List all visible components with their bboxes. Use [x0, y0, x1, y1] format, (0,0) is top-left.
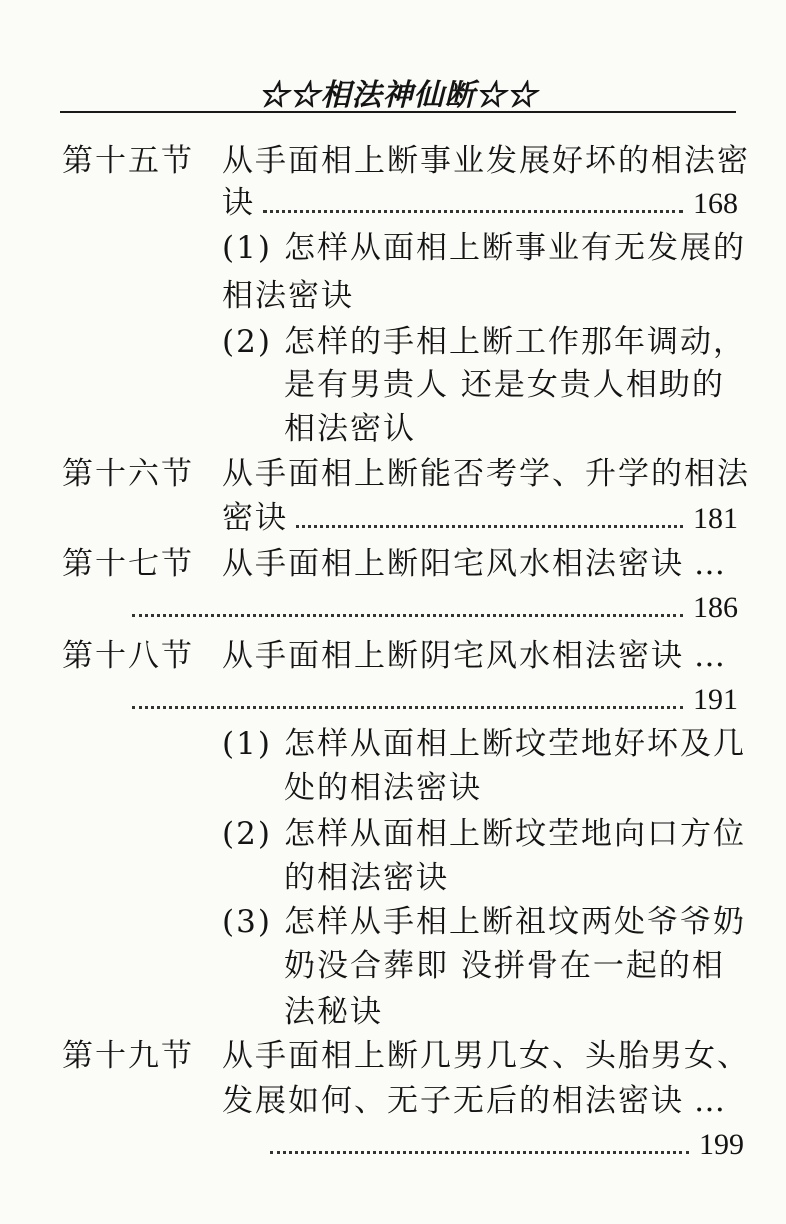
- section-19-label: 第十九节: [62, 1038, 194, 1074]
- section-19-title-text: 发展如何、无子无后的相法密诀: [222, 1083, 684, 1119]
- section-15-item-2-line-1: [222, 318, 746, 366]
- section-18-page-number: 191: [693, 683, 738, 716]
- section-17-title-text: 从手面相上断阳宅风水相法密诀: [222, 546, 684, 582]
- header-rule: [60, 111, 736, 113]
- item-text: 怎样从手相上断祖坟两处爷爷奶: [284, 904, 746, 940]
- section-17-title: [222, 540, 727, 588]
- section-19-title-line-1: 从手面相上断几男几女、头胎男女、: [222, 1038, 750, 1074]
- section-16-page-number: 181: [693, 502, 738, 535]
- dot-leader: [296, 524, 683, 528]
- section-19-page-number: 199: [699, 1128, 744, 1161]
- item-text: 怎样从面相上断坟茔地好坏及几: [284, 726, 746, 762]
- running-header: [60, 62, 736, 118]
- section-15-title-line-1: 从手面相上断事业发展好坏的相法密: [222, 143, 750, 179]
- dot-leader: [132, 613, 683, 617]
- section-19-ellipsis: …: [694, 1083, 727, 1119]
- section-18-item-2-line-1: [222, 810, 746, 858]
- section-18-label: 第十八节: [62, 638, 194, 674]
- item-text: 怎样从面相上断事业有无发展的: [284, 230, 746, 266]
- section-17-page-number: 186: [693, 591, 738, 624]
- section-15-page-row: [222, 179, 738, 227]
- section-19-title-line-2: [222, 1077, 727, 1125]
- section-17-page-row: [132, 584, 738, 632]
- dot-leader: [132, 705, 683, 709]
- section-16-label: 第十六节: [62, 456, 194, 492]
- section-16-title-line-1: 从手面相上断能否考学、升学的相法: [222, 456, 750, 492]
- item-number: (2): [222, 324, 272, 360]
- section-15-label: 第十五节: [62, 143, 194, 179]
- section-19-page-row: [270, 1121, 744, 1169]
- section-18-item-1-line-1: [222, 720, 746, 768]
- section-16-page-row: [222, 494, 738, 542]
- section-15-item-2-line-3: 相法密认: [284, 411, 416, 447]
- item-number: (1): [222, 726, 272, 762]
- section-18-item-3-line-1: [222, 898, 746, 946]
- section-18-item-2-line-2: 的相法密诀: [284, 860, 449, 896]
- section-18-item-3-line-3: 法秘诀: [284, 994, 383, 1030]
- item-number: (1): [222, 230, 272, 266]
- section-15-item-2-line-2: 是有男贵人 还是女贵人相助的: [284, 367, 725, 403]
- section-15-page-number: 168: [693, 187, 738, 220]
- section-18-item-1-line-2: 处的相法密诀: [284, 770, 482, 806]
- section-15-title-line-2: 诀: [222, 185, 255, 221]
- section-18-title-text: 从手面相上断阴宅风水相法密诀: [222, 638, 684, 674]
- section-18-title: [222, 632, 727, 680]
- section-17-ellipsis: …: [694, 546, 727, 582]
- item-text: 怎样从面相上断坟茔地向口方位: [284, 816, 746, 852]
- header-title: ☆☆相法神仙断☆☆: [258, 78, 538, 113]
- dot-leader: [263, 209, 683, 213]
- item-number: (2): [222, 816, 272, 852]
- section-18-page-row: [132, 676, 738, 724]
- item-text: 怎样的手相上断工作那年调动，: [284, 324, 746, 360]
- item-number: (3): [222, 904, 272, 940]
- section-15-item-1-line-1: [222, 224, 746, 272]
- section-15-item-1-line-2: 相法密诀: [222, 278, 354, 314]
- dot-leader: [270, 1150, 689, 1154]
- section-18-ellipsis: …: [694, 638, 727, 674]
- section-18-item-3-line-2: 奶没合葬即 没拼骨在一起的相: [284, 948, 725, 984]
- section-17-label: 第十七节: [62, 546, 194, 582]
- section-16-title-line-2: 密诀: [222, 500, 288, 536]
